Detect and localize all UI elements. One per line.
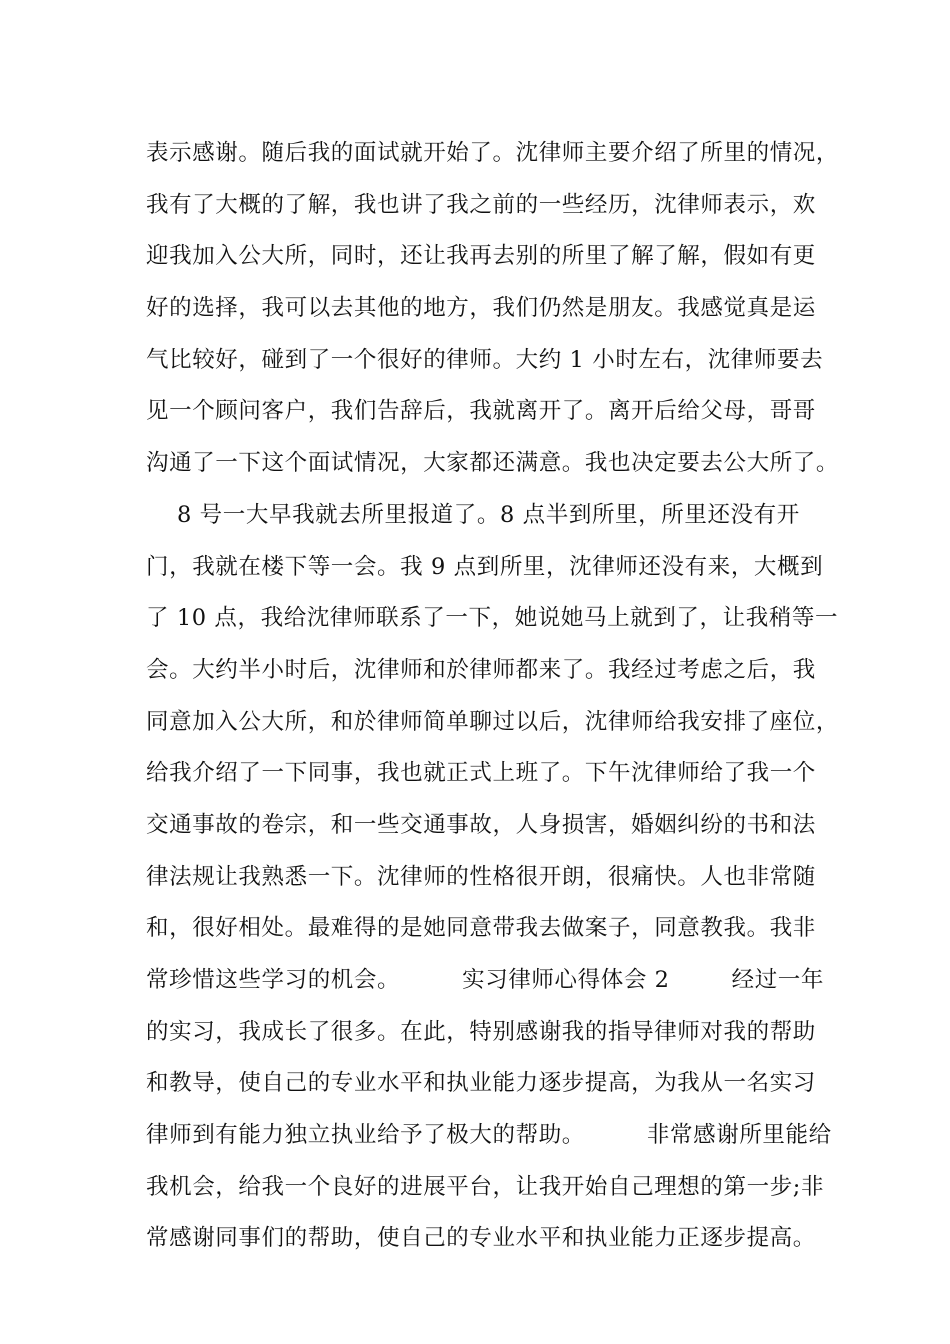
text-line: 沟通了一下这个面试情况，大家都还满意。我也决定要去公大所了。 [146,450,840,477]
text-line: 常珍惜这些学习的机会。 实习律师心得体会 2 经过一年 [146,967,825,993]
text-line: 给我介绍了一下同事，我也就正式上班了。下午沈律师给了我一个 [146,760,816,787]
text-line: 律师到有能力独立执业给予了极大的帮助。 非常感谢所里能给 [146,1122,832,1149]
text-line: 了 10 点，我给沈律师联系了一下，她说她马上就到了，让我稍等一 [146,605,839,632]
text-line: 见一个顾问客户，我们告辞后，我就离开了。离开后给父母，哥哥 [146,398,816,425]
text-line: 常感谢同事们的帮助，使自己的专业水平和执业能力正逐步提高。 [146,1225,816,1252]
text-line: 我有了大概的了解，我也讲了我之前的一些经历，沈律师表示，欢 [146,191,816,218]
text-line: 好的选择，我可以去其他的地方，我们仍然是朋友。我感觉真是运 [146,295,816,322]
text-line: 的实习，我成长了很多。在此，特别感谢我的指导律师对我的帮助 [146,1018,816,1045]
text-line: 同意加入公大所，和於律师简单聊过以后，沈律师给我安排了座位， [146,708,840,735]
text-line: 律法规让我熟悉一下。沈律师的性格很开朗，很痛快。人也非常随 [146,863,816,890]
text-line: 表示感谢。随后我的面试就开始了。沈律师主要介绍了所里的情况， [146,140,840,166]
text-line: 门，我就在楼下等一会。我 9 点到所里，沈律师还没有来，大概到 [146,553,824,580]
text-line: 会。大约半小时后，沈律师和於律师都来了。我经过考虑之后，我 [146,656,816,683]
text-line: 和教导，使自己的专业水平和执业能力逐步提高，为我从一名实习 [146,1070,816,1097]
text-line: 迎我加入公大所，同时，还让我再去别的所里了解了解，假如有更 [146,243,816,270]
text-line: 8 号一大早我就去所里报道了。8 点半到所里，所里还没有开 [146,501,800,528]
text-line: 和，很好相处。最难得的是她同意带我去做案子，同意教我。我非 [146,915,816,942]
text-line: 气比较好，碰到了一个很好的律师。大约 1 小时左右，沈律师要去 [146,346,824,373]
body-text [146,128,840,1265]
text-line: 我机会，给我一个良好的进展平台，让我开始自己理想的第一步;非 [146,1173,825,1200]
text-line: 交通事故的卷宗，和一些交通事故，人身损害，婚姻纠纷的书和法 [146,811,816,838]
